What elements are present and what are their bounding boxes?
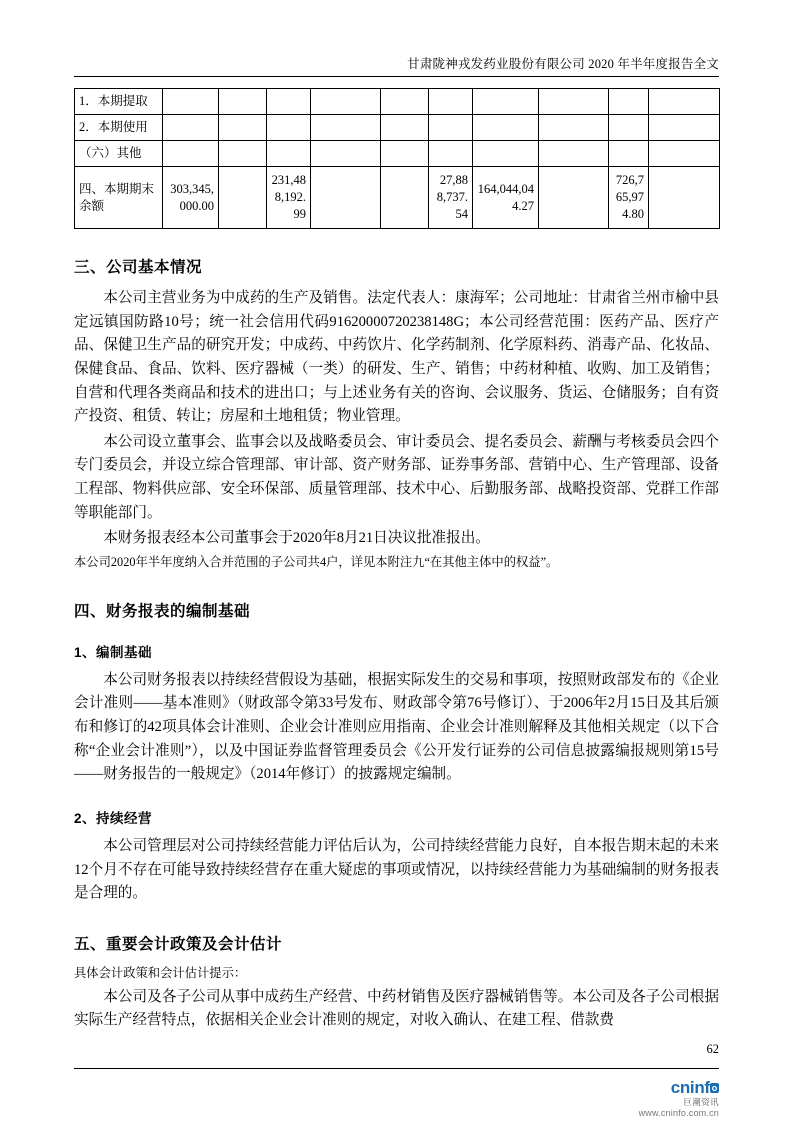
cell [267, 115, 311, 141]
cell [267, 89, 311, 115]
header-divider [74, 76, 719, 77]
paragraph-note: 本公司2020年半年度纳入合并范围的子公司共4户，详见本附注九“在其他主体中的权益”。 [74, 555, 559, 570]
cell [649, 89, 720, 115]
row-label: （六）其他 [75, 141, 163, 167]
paragraph: 本公司管理层对公司持续经营能力评估后认为，公司持续经营能力良好，自本报告期末起的未来12个月不存在可能导致持续经营存在重大疑虑的事项或情况，以持续经营能力为基础编制的财务报表是合理的。 [74, 837, 719, 902]
cell [381, 89, 429, 115]
table-row [75, 167, 720, 229]
table-row [75, 89, 720, 115]
table-row [75, 115, 720, 141]
cell [609, 89, 649, 115]
paragraph: 本公司主营业务为中成药的生产及销售。法定代表人：康海军；公司地址：甘肃省兰州市榆中县定远镇国防路10号；统一社会信用代码91620000720238148G；本公司经营范围：医药产品、医疗产品、保健卫生产品的研究开发；中成药、中药饮片、化学药制剂、化学原料药、消毒产品、化妆品、保健食品、食品、饮料、医疗器械（一类）的研发、生产、销售；中药材种植、收购、加工及销售；自营和代理各类商品和技术的进出口；与上述业务有关的咨询、会议服务、货运、仓储服务；自有资产投资、租赁、转让；房屋和土地租赁；物业管理。 [74, 290, 719, 425]
footer-divider [74, 1068, 719, 1069]
cell [267, 141, 311, 167]
cell: 231,488,192.99 [267, 167, 311, 229]
paragraph: 本公司及各子公司从事中成药生产经营、中药材销售及医疗器械销售等。本公司及各子公司根据实际生产经营特点，依据相关企业会计准则的规定，对收入确认、在建工程、借款费 [74, 988, 719, 1029]
page-number: 62 [706, 1042, 719, 1056]
cell [539, 141, 609, 167]
paragraph: 本财务报表经本公司董事会于2020年8月21日决议批准报出。 [103, 530, 490, 547]
cell [649, 167, 720, 229]
cell [609, 141, 649, 167]
cell [381, 141, 429, 167]
cell [219, 141, 267, 167]
cell [311, 89, 381, 115]
cell [473, 115, 539, 141]
page-content [74, 88, 719, 1035]
paragraph: 本公司设立董事会、监事会以及战略委员会、审计委员会、提名委员会、薪酬与考核委员会四个专门委员会，并设立综合管理部、审计部、资产财务部、证券事务部、营销中心、生产管理部、设备工程部、物料供应部、安全环保部、质量管理部、技术中心、后勤服务部、战略投资部、党群工作部等职能部门。 [74, 433, 719, 521]
cell [311, 141, 381, 167]
cell [429, 89, 473, 115]
financial-table [74, 88, 720, 229]
logo-badge-icon: o [711, 1083, 717, 1093]
section-heading-basis: 四、财务报表的编制基础 [74, 602, 251, 620]
cell [381, 167, 429, 229]
cell [649, 115, 720, 141]
cell [163, 115, 219, 141]
row-label: 2．本期使用 [75, 115, 163, 141]
table-row [75, 141, 720, 167]
cell: 726,765,974.80 [609, 167, 649, 229]
section-heading-company-info: 三、公司基本情况 [74, 259, 203, 276]
cninfo-logo [639, 1078, 719, 1119]
cell: 27,888,737.54 [429, 167, 473, 229]
cell [539, 167, 609, 229]
paragraph-lead: 具体会计政策和会计估计提示： [74, 965, 247, 980]
cell [163, 141, 219, 167]
cell [219, 167, 267, 229]
cell [429, 115, 473, 141]
cell [163, 89, 219, 115]
section-heading-accounting-policies: 五、重要会计政策及会计估计 [74, 935, 283, 953]
paragraph: 本公司财务报表以持续经营假设为基础，根据实际发生的交易和事项，按照财政部发布的《企业会计准则——基本准则》（财政部令第33号发布、财政部令第76号修订）、于2006年2月15日及其后颁布和修订的42项具体会计准则、企业会计准则应用指南、企业会计准则解释及其他相关规定（以下合称“企业会计准则”），以及中国证券监督管理委员会《公开发行证券的公司信息披露编报规则第15号——财务报告的一般规定》（2014年修订）的披露规定编制。 [74, 671, 719, 783]
logo-text: cninf [670, 1078, 710, 1097]
logo-wordmark [639, 1078, 719, 1098]
cell [311, 115, 381, 141]
cell [473, 89, 539, 115]
cell [609, 115, 649, 141]
subsection-heading-going-concern: 2、持续经营 [74, 810, 153, 826]
cell [219, 115, 267, 141]
cell: 164,044,044.27 [473, 167, 539, 229]
cell [539, 115, 609, 141]
logo-url: www.cninfo.com.cn [638, 1108, 719, 1119]
cell [381, 115, 429, 141]
cell [311, 167, 381, 229]
cell [649, 141, 720, 167]
row-label: 1．本期提取 [75, 89, 163, 115]
page-header: 甘肃陇神戎发药业股份有限公司 2020 年半年度报告全文 [407, 57, 719, 71]
cell [473, 141, 539, 167]
row-label: 四、本期期末余额 [75, 167, 163, 229]
cell [219, 89, 267, 115]
logo-subtitle: 巨潮资讯 [683, 1096, 719, 1107]
cell [539, 89, 609, 115]
cell [429, 141, 473, 167]
cell: 303,345,000.00 [163, 167, 219, 229]
subsection-heading-preparation-basis: 1、编制基础 [74, 644, 153, 660]
